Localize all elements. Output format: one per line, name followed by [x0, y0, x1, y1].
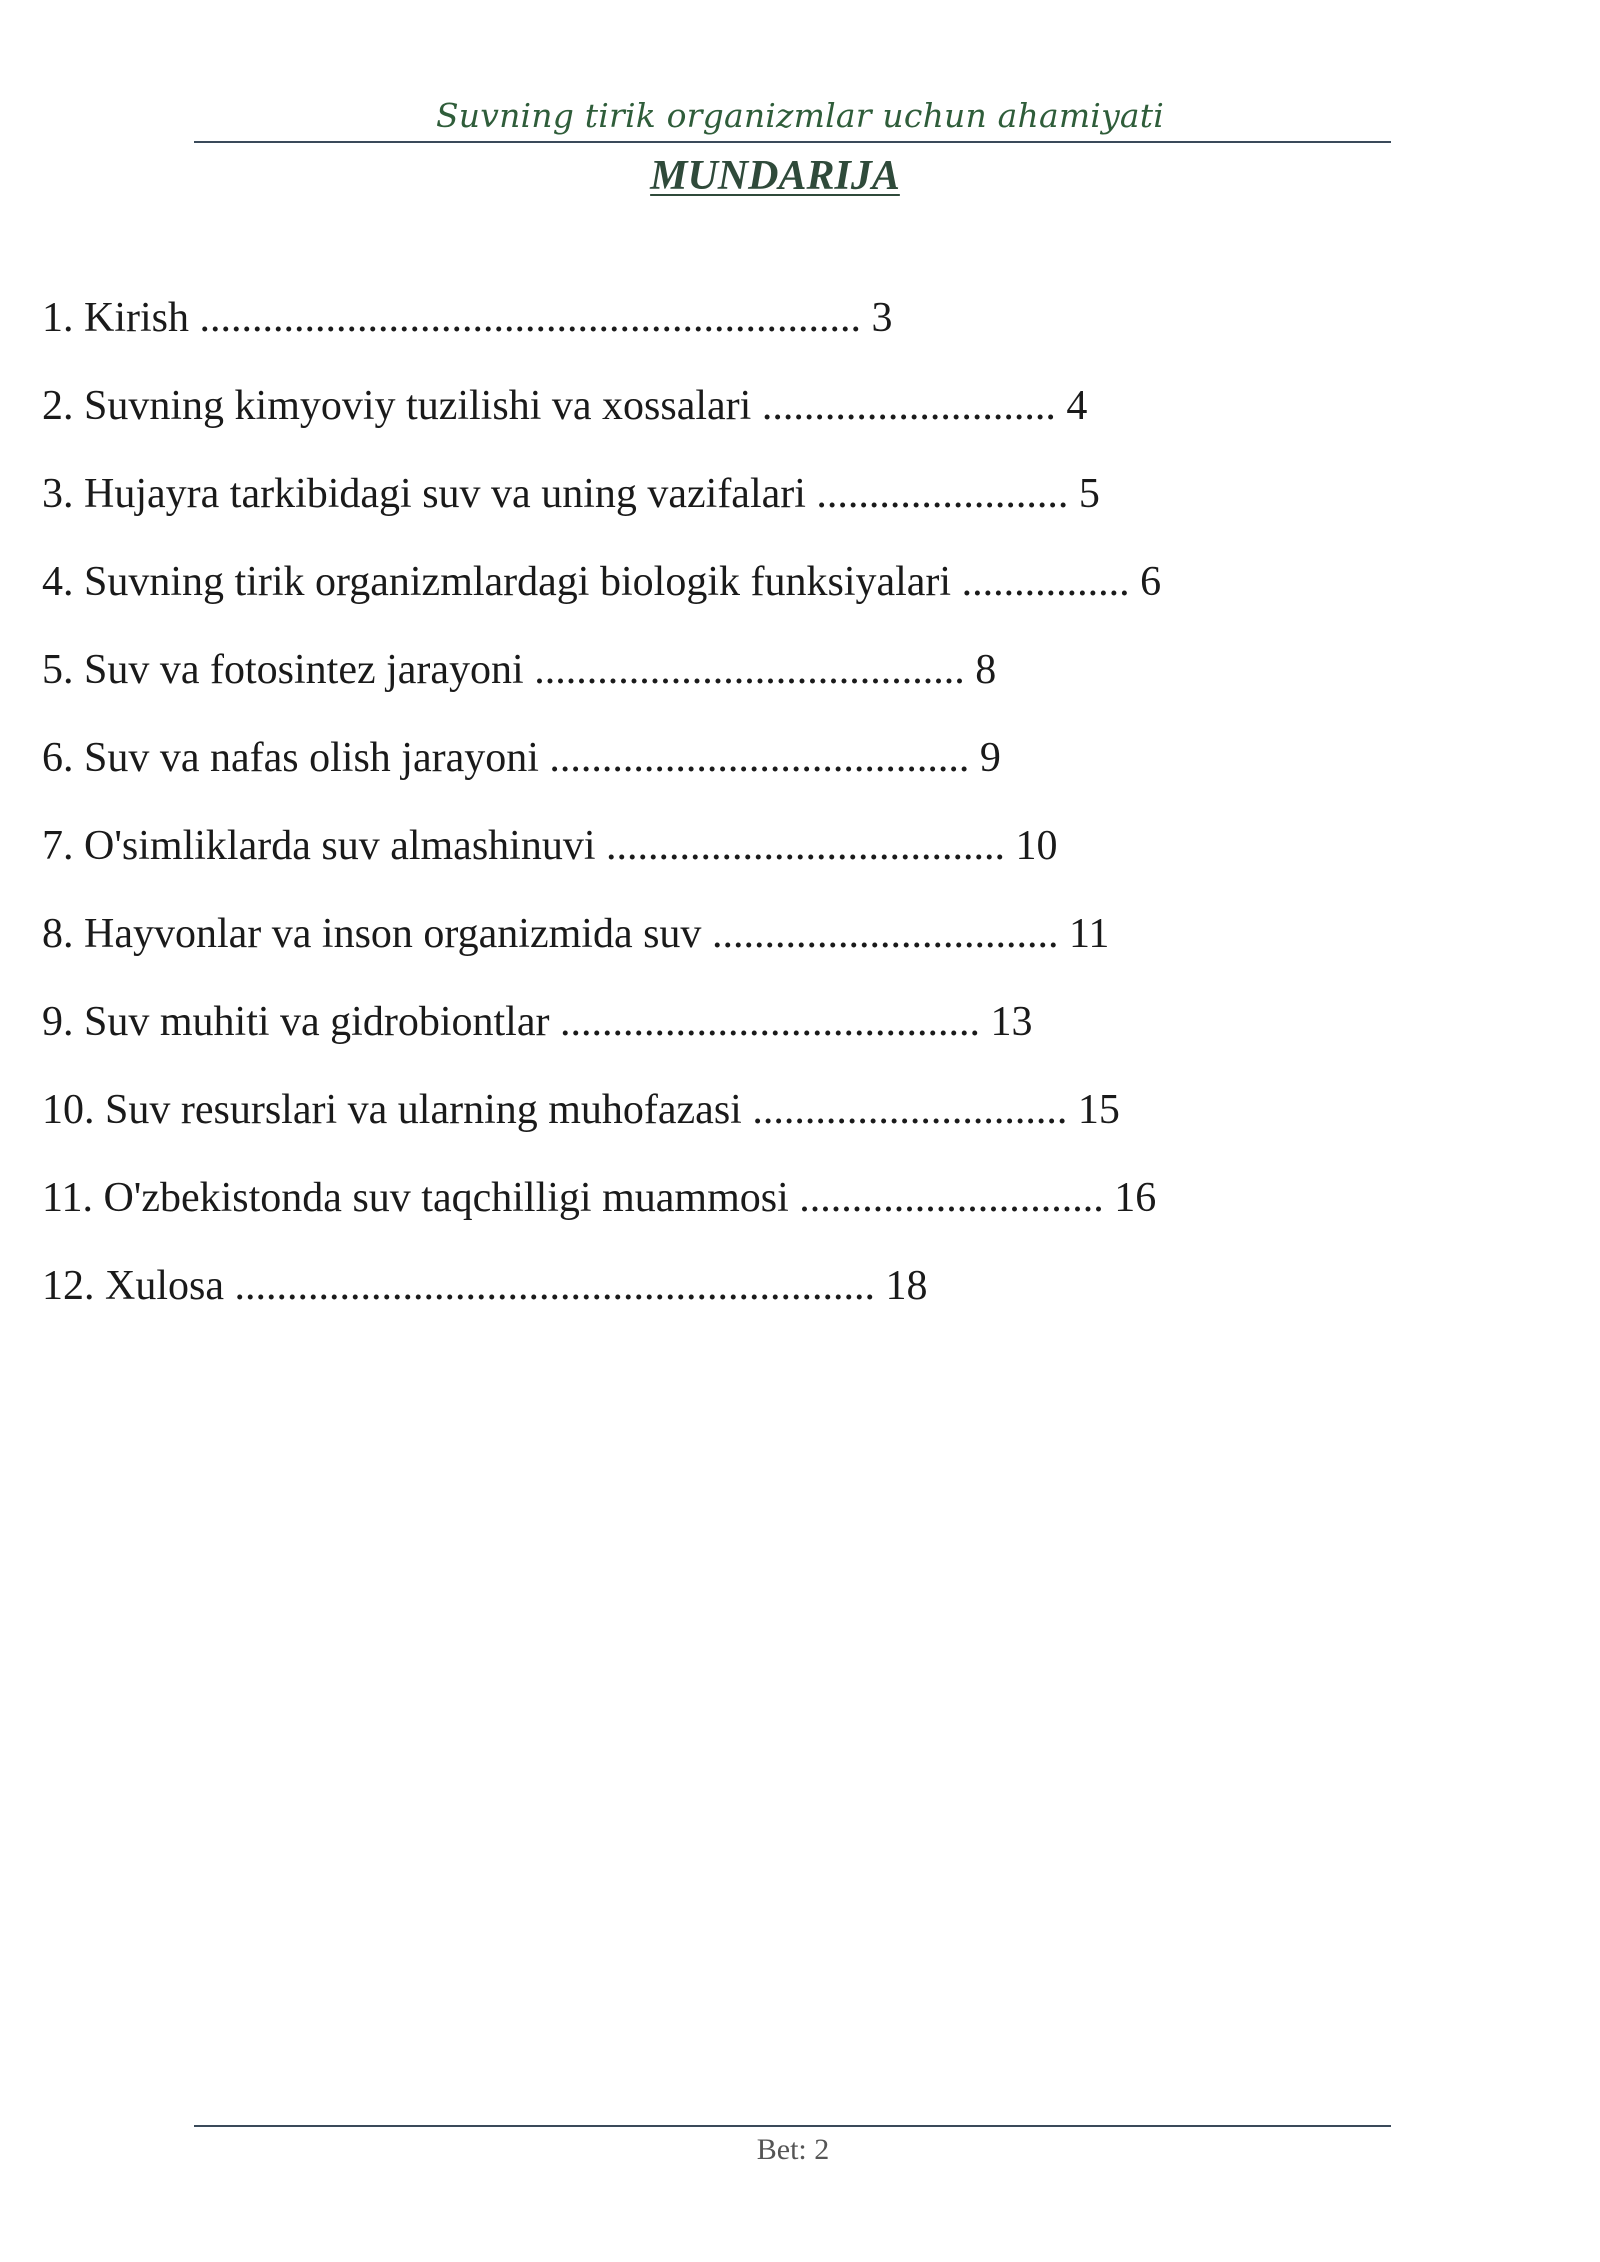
toc-entry[interactable]	[42, 1170, 1161, 1258]
toc-entry-page-number: 11	[1068, 911, 1110, 957]
toc-entry-leader-dots: ........................................	[549, 735, 970, 781]
toc-entry-label: 8. Hayvonlar va inson organizmida suv	[42, 911, 702, 957]
toc-entry-page-number: 6	[1140, 559, 1162, 605]
toc-entry-page-number: 3	[871, 295, 893, 341]
toc-entry[interactable]	[42, 1258, 1161, 1346]
toc-entry[interactable]	[42, 994, 1161, 1082]
toc-entry-page-number: 8	[975, 647, 997, 693]
toc-entry-label: 4. Suvning tirik organizmlardagi biologik funksiyalari	[42, 559, 952, 605]
toc-entry-leader-dots: ...............................................................	[199, 295, 861, 341]
toc-entry-page-number: 9	[979, 735, 1001, 781]
toc-entry[interactable]	[42, 730, 1161, 818]
toc-entry[interactable]	[42, 554, 1161, 642]
toc-entry[interactable]	[42, 642, 1161, 730]
toc-entry[interactable]	[42, 906, 1161, 994]
toc-entry-label: 7. O'simliklarda suv almashinuvi	[42, 823, 596, 869]
toc-entry-label: 11. O'zbekistonda suv taqchilligi muammosi	[42, 1175, 789, 1221]
toc-entry[interactable]	[42, 818, 1161, 906]
footer-divider	[194, 2125, 1391, 2127]
toc-entry-leader-dots: ........................	[816, 471, 1069, 517]
toc-entry-leader-dots: ................	[961, 559, 1130, 605]
toc-entry-leader-dots: .........................................	[534, 647, 965, 693]
toc-entry-page-number: 5	[1078, 471, 1100, 517]
toc-entry[interactable]	[42, 290, 1161, 378]
toc-entry-page-number: 13	[990, 999, 1033, 1045]
page-number-footer: Bet: 2	[756, 2133, 830, 2166]
toc-entry-leader-dots: ............................	[761, 383, 1056, 429]
toc-entry-label: 12. Xulosa	[42, 1263, 224, 1309]
toc-entry-page-number: 16	[1114, 1175, 1157, 1221]
toc-entry-leader-dots: ..............................	[752, 1087, 1068, 1133]
toc-entry-label: 9. Suv muhiti va gidrobiontlar	[42, 999, 550, 1045]
toc-entry-label: 10. Suv resurslari va ularning muhofazasi	[42, 1087, 742, 1133]
toc-entry-label: 2. Suvning kimyoviy tuzilishi va xossalari	[42, 383, 752, 429]
toc-entry-label: 5. Suv va fotosintez jarayoni	[42, 647, 524, 693]
table-of-contents-heading: MUNDARIJA	[650, 153, 900, 199]
toc-entry-leader-dots: .............................	[799, 1175, 1104, 1221]
running-header-title: Suvning tirik organizmlar uchun ahamiyati	[436, 96, 1164, 135]
toc-entry-page-number: 15	[1077, 1087, 1120, 1133]
toc-entry-leader-dots: ......................................	[606, 823, 1006, 869]
toc-entry-leader-dots: ........................................	[559, 999, 980, 1045]
toc-entry-label: 3. Hujayra tarkibidagi suv va uning vazifalari	[42, 471, 806, 517]
toc-entry-label: 1. Kirish	[42, 295, 189, 341]
toc-entry-label: 6. Suv va nafas olish jarayoni	[42, 735, 539, 781]
toc-entry-page-number: 18	[885, 1263, 928, 1309]
toc-entry[interactable]	[42, 378, 1161, 466]
toc-entry[interactable]	[42, 1082, 1161, 1170]
toc-entry[interactable]	[42, 466, 1161, 554]
toc-entry-leader-dots: .................................	[711, 911, 1059, 957]
table-of-contents-list	[42, 290, 1161, 1346]
toc-entry-page-number: 10	[1015, 823, 1058, 869]
header-divider	[194, 141, 1391, 143]
toc-entry-leader-dots: .............................................................	[234, 1263, 875, 1309]
toc-entry-page-number: 4	[1066, 383, 1088, 429]
